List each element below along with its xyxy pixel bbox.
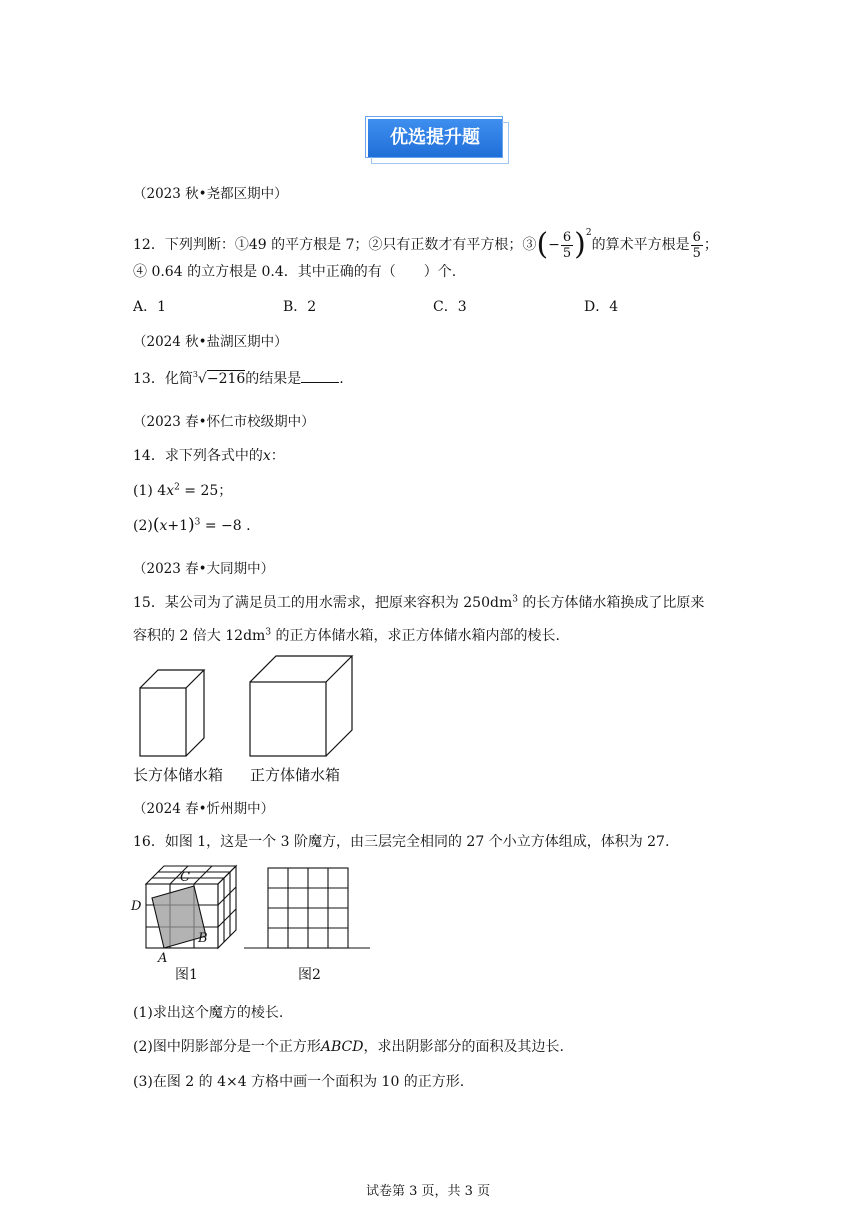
q15-source: （2023 春•大同期中）: [133, 561, 275, 577]
caption-figure1: 图1: [175, 967, 198, 983]
banner-title: 优选提升题: [368, 119, 502, 157]
paren-left-2: (: [152, 515, 160, 535]
q14-stem-post: ：: [270, 448, 285, 464]
frac-den: 5: [562, 245, 572, 261]
caption-cuboid-tank: 长方体储水箱: [133, 766, 224, 784]
cuboid-tank-drawing: [140, 670, 204, 756]
q14-p2-post: = −8 .: [200, 518, 251, 534]
radicand: −216: [206, 371, 246, 387]
q14-stem: [133, 445, 285, 465]
q15-line1-exp: 3: [512, 594, 518, 605]
q13-end: .: [339, 371, 344, 387]
caption-figure2: 图2: [298, 967, 321, 983]
cube-root-index: 3: [192, 370, 198, 379]
q14-part2: [133, 515, 251, 535]
q13-stem: [133, 368, 344, 388]
frac-den-b: 5: [692, 245, 701, 261]
label-c: C: [180, 870, 190, 885]
q12-stem-text: 12．下列判断：①49 的平方根是 7；②只有正数才有平方根；③: [133, 237, 537, 253]
q14-p2-pre: (2): [133, 518, 153, 534]
paren-right-2: ): [188, 515, 195, 535]
q15-line2-post: 的正方体储水箱，求正方体储水箱内部的棱长.: [271, 628, 560, 644]
q15-line1-pre: 15．某公司为了满足员工的用水需求，把原来容积为 250dm: [133, 595, 513, 611]
paren-right: ): [574, 227, 586, 262]
fraction-6-5-b: [691, 230, 703, 261]
q16-part1: (1)求出这个魔方的棱长.: [133, 1005, 284, 1021]
page-footer: 试卷第 3 页，共 3 页: [366, 1184, 491, 1199]
q14-p2-inner: x: [159, 518, 168, 534]
water-tank-figures: [130, 650, 370, 762]
rubiks-cube-figures: [130, 860, 380, 966]
q12-source: （2023 秋•尧都区期中）: [133, 186, 288, 202]
q16-p2-pre: (2)图中阴影部分是一个正方形: [133, 1039, 321, 1055]
caption-cube-tank: 正方体储水箱: [250, 766, 341, 784]
q15-line1: [133, 592, 704, 612]
q13-post: 的结果是: [245, 371, 302, 387]
q13-source: （2024 秋•盐湖区期中）: [133, 334, 288, 350]
radical-sign: √: [197, 371, 207, 387]
q16-part3: (3)在图 2 的 4×4 方格中画一个面积为 10 的正方形.: [133, 1074, 465, 1090]
q12-option-a: A．1: [133, 299, 167, 315]
q16-source: （2024 春•忻州期中）: [133, 801, 275, 817]
label-d: D: [131, 899, 142, 914]
q12-option-d: D．4: [584, 299, 619, 315]
q16-p2-post: ，求出阴影部分的面积及其边长.: [363, 1039, 564, 1055]
q12-option-b: B．2: [283, 299, 317, 315]
label-a: A: [158, 951, 168, 966]
q14-var: x: [262, 448, 271, 464]
q16-p2-abcd: ABCD: [320, 1039, 364, 1055]
q14-part1: [133, 480, 232, 500]
q14-p1-post: = 25；: [179, 483, 233, 499]
q14-p1-exp: 2: [174, 482, 180, 493]
cube-tank-drawing: [250, 656, 352, 756]
section-banner: [362, 113, 508, 163]
q14-stem-pre: 14．求下列各式中的: [133, 448, 263, 464]
paren-left: (: [536, 227, 549, 262]
q15-line2-pre: 容积的 2 倍大 12dm: [133, 628, 266, 644]
frac-num-b: 6: [692, 229, 701, 245]
q12-stem-text-c: ；: [703, 237, 718, 253]
answer-blank: [301, 370, 339, 383]
q12-stem: [133, 216, 718, 262]
q12-minus: −: [548, 237, 560, 253]
q14-p1-pre: (1) 4: [133, 483, 167, 499]
label-b: B: [198, 931, 208, 946]
q15-line1-post: 的长方体储水箱换成了比原来: [517, 595, 705, 611]
figure2-grid: [244, 868, 370, 948]
q16-part2: [133, 1036, 564, 1056]
q14-p2-exp: 3: [194, 517, 201, 528]
q12-square: 2: [585, 228, 592, 238]
frac-num: 6: [562, 229, 572, 245]
fraction-6-5: [561, 230, 573, 261]
q12-option-c: C．3: [433, 299, 467, 315]
q15-line2-exp: 3: [265, 627, 272, 638]
q14-source: （2023 春•怀仁市校级期中）: [133, 414, 315, 430]
q15-line2: [133, 625, 560, 645]
q12-line2: ④ 0.64 的立方根是 0.4．其中正确的有（ ）个.: [133, 264, 457, 280]
q16-stem: 16．如图 1，这是一个 3 阶魔方，由三层完全相同的 27 个小立方体组成，体积为 27.: [133, 834, 670, 850]
q12-stem-text-b: 的算术平方根是: [591, 237, 690, 253]
q14-p1-var: x: [166, 483, 175, 499]
q14-p2-plus: +1: [167, 518, 189, 534]
q13-pre: 13．化简: [133, 371, 193, 387]
